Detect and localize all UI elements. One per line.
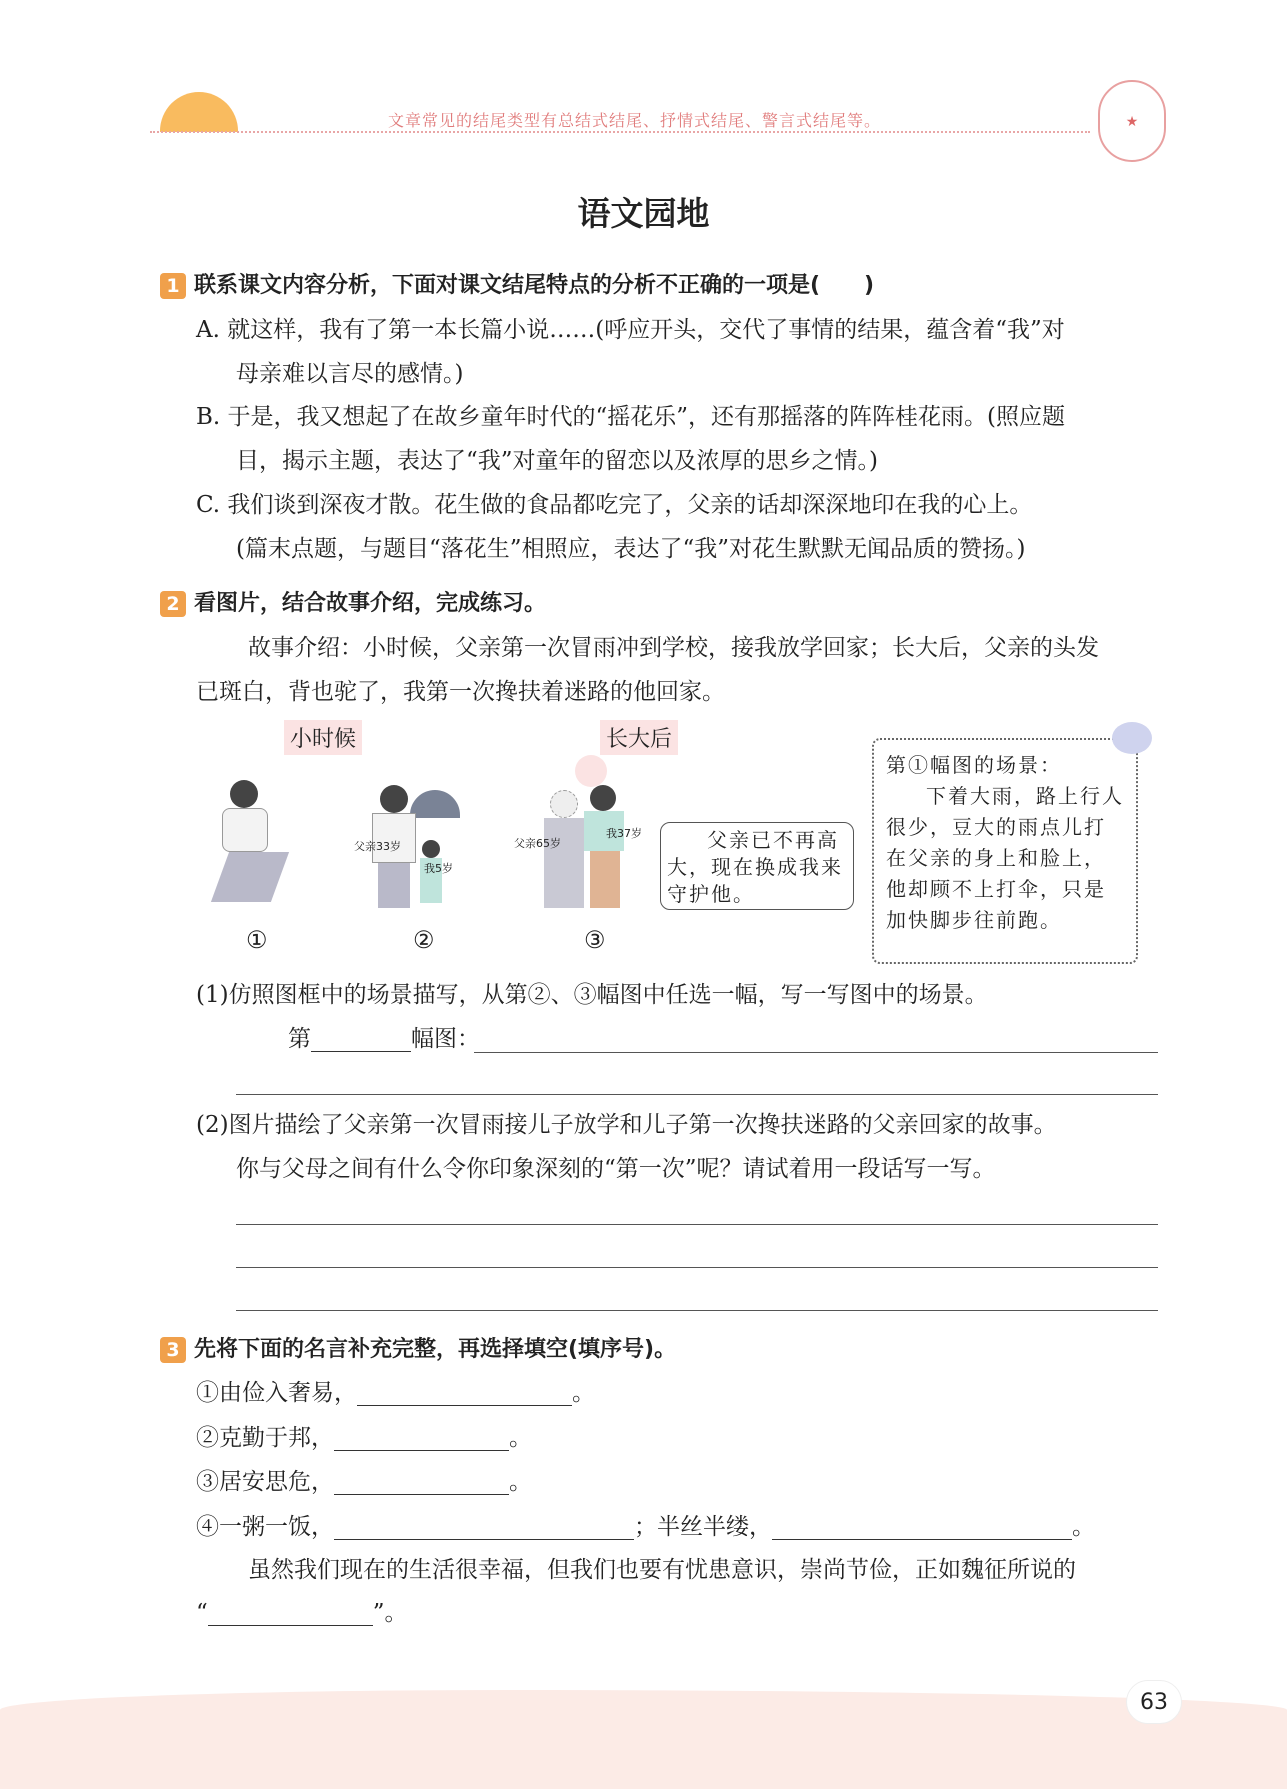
period: 。 bbox=[1072, 1514, 1095, 1540]
option-line: 母亲难以言尽的感情。) bbox=[236, 361, 464, 387]
page-number: 63 bbox=[1126, 1680, 1182, 1724]
q2-text: 看图片，结合故事介绍，完成练习。 bbox=[194, 591, 547, 616]
picture-1-running-father bbox=[200, 780, 310, 910]
picture-2-father-and-son-umbrella bbox=[350, 780, 480, 910]
option-line: 目，揭示主题，表达了“我”对童年的留恋以及浓厚的思乡之情。) bbox=[236, 448, 878, 474]
q3-text: 先将下面的名言补充完整，再选择填空(填序号)。 bbox=[194, 1337, 677, 1362]
proverb-blank[interactable] bbox=[357, 1382, 572, 1406]
proverb-4 bbox=[196, 1505, 1095, 1549]
answer-line[interactable] bbox=[236, 1094, 1158, 1095]
period: 。 bbox=[572, 1380, 595, 1406]
picture-number-2: ② bbox=[413, 926, 435, 954]
answer-line[interactable] bbox=[474, 1052, 1158, 1053]
proverb-text: ②克勤于邦， bbox=[196, 1425, 334, 1451]
picture-number-1: ① bbox=[246, 926, 268, 954]
sub1-prefix: 第 bbox=[288, 1026, 311, 1052]
age-label: 父亲33岁 bbox=[354, 840, 401, 853]
q3-paragraph: 虽然我们现在的生活很幸福，但我们也要有忧患意识，崇尚节俭，正如魏征所说的 bbox=[248, 1557, 1076, 1583]
seal-logo: ★ bbox=[1098, 80, 1166, 162]
sub1-answer-row bbox=[288, 1017, 480, 1061]
box-title: 第①幅图的场景： bbox=[886, 753, 1062, 777]
sun-logo bbox=[160, 92, 238, 132]
option-line: C. 我们谈到深夜才散。花生做的食品都吃完了，父亲的话却深深地印在我的心上。 bbox=[196, 492, 1033, 518]
intro-line: 故事介绍：小时候，父亲第一次冒雨冲到学校，接我放学回家；长大后，父亲的头发 bbox=[248, 635, 1099, 661]
label-adulthood: 长大后 bbox=[600, 720, 678, 755]
q1-option-b bbox=[196, 395, 1065, 483]
q3-number: 3 bbox=[160, 1337, 186, 1363]
cloud-icon bbox=[1112, 722, 1152, 754]
picture-number-blank[interactable] bbox=[311, 1028, 411, 1052]
example-scene-box bbox=[872, 738, 1138, 964]
box-text: 下着大雨，路上行人很少，豆大的雨点儿打在父亲的身上和脸上，他却顾不上打伞，只是加快脚步往前跑。 bbox=[886, 784, 1124, 932]
answer-line[interactable] bbox=[236, 1267, 1158, 1268]
header-tip: 文章常见的结尾类型有总结式结尾、抒情式结尾、警言式结尾等。 bbox=[388, 111, 882, 130]
option-line: A. 就这样，我有了第一本长篇小说……(呼应开头，交代了事情的结果，蕴含着“我”对 bbox=[196, 317, 1065, 343]
page-title: 语文园地 bbox=[577, 194, 710, 233]
picture-3-son-helping-father bbox=[514, 755, 650, 910]
quote-blank[interactable] bbox=[208, 1602, 373, 1626]
age-label: 我37岁 bbox=[606, 827, 642, 840]
proverb-text: ④一粥一饭， bbox=[196, 1514, 334, 1540]
story-intro bbox=[196, 626, 1099, 714]
proverb-2 bbox=[196, 1416, 532, 1460]
intro-line: 已斑白，背也驼了，我第一次搀扶着迷路的他回家。 bbox=[196, 679, 725, 705]
answer-line[interactable] bbox=[236, 1310, 1158, 1311]
picture-number-3: ③ bbox=[584, 926, 606, 954]
q3-fill-row bbox=[196, 1591, 408, 1635]
sub-question-2 bbox=[196, 1103, 1057, 1191]
proverb-1 bbox=[196, 1371, 595, 1415]
q1-text: 联系课文内容分析，下面对课文结尾特点的分析不正确的一项是( ) bbox=[194, 273, 875, 298]
answer-line[interactable] bbox=[236, 1224, 1158, 1225]
age-label: 父亲65岁 bbox=[514, 837, 561, 850]
proverb-text: ①由俭入奢易， bbox=[196, 1380, 357, 1406]
q2-number: 2 bbox=[160, 591, 186, 617]
label-childhood: 小时候 bbox=[284, 720, 362, 755]
q2-stem bbox=[160, 582, 546, 626]
proverb-blank[interactable] bbox=[334, 1471, 509, 1495]
quote-close: ”。 bbox=[372, 1600, 408, 1626]
age-label: 我5岁 bbox=[424, 862, 453, 875]
period: 。 bbox=[509, 1469, 532, 1495]
proverb-blank[interactable] bbox=[772, 1516, 1072, 1540]
q3-stem bbox=[160, 1328, 676, 1372]
proverb-text: ③居安思危， bbox=[196, 1469, 334, 1495]
period: 。 bbox=[509, 1425, 532, 1451]
footer-wave bbox=[0, 1690, 1287, 1789]
header-divider bbox=[150, 131, 1090, 133]
q1-option-c bbox=[196, 483, 1032, 571]
sub-question-1: (1)仿照图框中的场景描写，从第②、③幅图中任选一幅，写一写图中的场景。 bbox=[196, 982, 988, 1008]
sub1-label: 幅图： bbox=[411, 1026, 480, 1052]
q1-number: 1 bbox=[160, 273, 186, 299]
sub2-line: (2)图片描绘了父亲第一次冒雨接儿子放学和儿子第一次搀扶迷路的父亲回家的故事。 bbox=[196, 1112, 1057, 1138]
option-line: (篇末点题，与题目“落花生”相照应，表达了“我”对花生默默无闻品质的赞扬。) bbox=[236, 536, 1026, 562]
speech-bubble: 父亲已不再高大，现在换成我来守护他。 bbox=[660, 822, 854, 910]
proverb-blank[interactable] bbox=[334, 1427, 509, 1451]
proverb-text: ；半丝半缕， bbox=[634, 1514, 772, 1540]
q1-stem bbox=[160, 264, 874, 308]
q1-option-a bbox=[196, 308, 1065, 396]
quote-open: “ bbox=[196, 1600, 208, 1626]
option-line: B. 于是，我又想起了在故乡童年时代的“摇花乐”，还有那摇落的阵阵桂花雨。(照应题 bbox=[196, 404, 1066, 430]
proverb-3 bbox=[196, 1460, 532, 1504]
proverb-blank[interactable] bbox=[334, 1516, 634, 1540]
sub2-line: 你与父母之间有什么令你印象深刻的“第一次”呢？请试着用一段话写一写。 bbox=[236, 1156, 996, 1182]
